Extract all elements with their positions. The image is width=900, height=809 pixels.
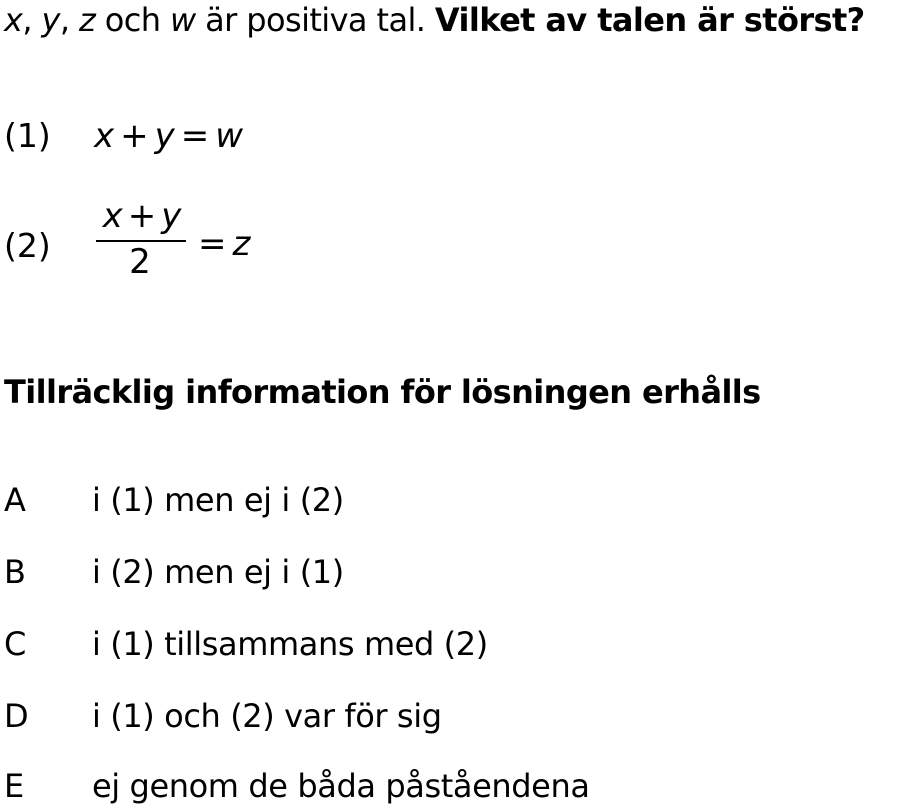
fraction-denominator: 2 [129, 242, 151, 282]
option-c-letter: C [4, 625, 27, 663]
statement-2-equals: = [198, 224, 227, 264]
question-sep: , [59, 1, 79, 39]
question-text [4, 0, 865, 40]
fraction-numerator [94, 196, 190, 236]
statement-1-number: (1) [4, 116, 51, 155]
option-b-letter: B [4, 553, 26, 591]
statement-2-number: (2) [4, 226, 51, 265]
option-a-text: i (1) men ej i (2) [92, 481, 344, 519]
option-d-text: i (1) och (2) var för sig [92, 697, 442, 735]
var-x: x [4, 1, 23, 39]
var-y: y [41, 1, 60, 39]
statement-1-plus: + [120, 116, 149, 156]
var-z: z [79, 1, 96, 39]
option-b-text: i (2) men ej i (1) [92, 553, 344, 591]
numerator-plus: + [127, 196, 157, 236]
statement-1-lhs-b: y [154, 116, 175, 156]
option-c-text: i (1) tillsammans med (2) [92, 625, 488, 663]
statement-1-equals: = [180, 116, 210, 156]
statement-2-rhs-part [198, 224, 250, 264]
statement-2-rhs: z [232, 224, 251, 264]
statement-2-fraction [94, 196, 190, 286]
option-d-letter: D [4, 697, 29, 735]
question-bold: Vilket av talen är störst? [434, 1, 865, 39]
sufficiency-heading: Tillräcklig information för lösningen erhålls [4, 373, 761, 411]
var-w: w [170, 1, 196, 39]
statement-1-rhs: w [215, 116, 244, 156]
numerator-a: x [102, 196, 123, 236]
option-e-text: ej genom de båda påståendena [92, 767, 590, 805]
option-a-letter: A [4, 481, 26, 519]
question-sep: , [22, 1, 42, 39]
option-e-letter: E [4, 767, 25, 805]
statement-1-lhs-a: x [94, 116, 115, 156]
numerator-b: y [161, 196, 182, 236]
statement-1-equation [94, 116, 243, 156]
question-sep: och [95, 1, 171, 39]
question-rest: är positiva tal. [195, 1, 435, 39]
